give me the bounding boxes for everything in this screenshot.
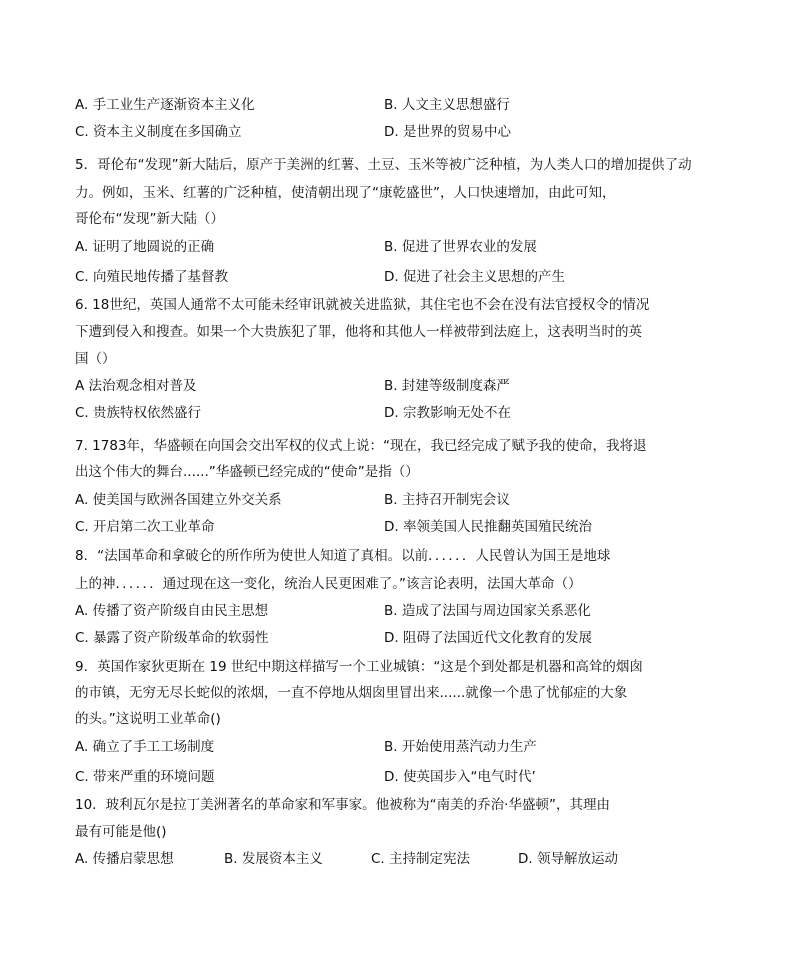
option-a: A. 手工业生产逐渐资本主义化	[75, 97, 255, 113]
question-stem-line: 9．英国作家狄更斯在 19 世纪中期这样描写一个工业城镇：“这是个到处都是机器和高耸的烟囱	[75, 659, 643, 675]
option-d: D. 是世界的贸易中心	[384, 124, 511, 140]
option-c: C. 资本主义制度在多国确立	[75, 124, 242, 140]
option-c: C. 贵族特权依然盛行	[75, 405, 202, 421]
question-stem-line: 最有可能是他()	[75, 824, 167, 840]
option-d: D. 宗教影响无处不在	[384, 405, 511, 421]
question-stem-line: 哥伦布“发现”新大陆（）	[75, 211, 224, 227]
option-c: C. 开启第二次工业革命	[75, 519, 215, 535]
option-b: B. 促进了世界农业的发展	[384, 239, 537, 255]
option-b: B. 主持召开制宪会议	[384, 492, 510, 508]
option-d: D. 领导解放运动	[518, 851, 618, 867]
question-stem-line: 下遭到侵入和搜查。如果一个大贵族犯了罪，他将和其他人一样被带到法庭上，这表明当时的英	[75, 324, 642, 340]
option-a: A 法治观念相对普及	[75, 378, 197, 394]
question-stem-line: 的头。”这说明工业革命()	[75, 711, 221, 727]
option-c: C. 向殖民地传播了基督教	[75, 269, 229, 285]
option-c: C. 暴露了资产阶级革命的软弱性	[75, 630, 269, 646]
option-d: D. 阻碍了法国近代文化教育的发展	[384, 630, 592, 646]
question-stem-line: 出这个伟大的舞台......”华盛顿已经完成的“使命”是指（）	[75, 464, 419, 480]
question-stem-line: 10．玻利瓦尔是拉丁美洲著名的革命家和军事家。他被称为“南美的乔治·华盛顿”，其理由	[75, 797, 610, 813]
question-stem-line: 力。例如，玉米、红薯的广泛种植，使清朝出现了“康乾盛世”，人口快速增加，由此可知，	[75, 185, 616, 201]
option-a: A. 传播启蒙思想	[75, 851, 174, 867]
option-a: A. 确立了手工工场制度	[75, 739, 215, 755]
option-b: B. 人文主义思想盛行	[384, 97, 510, 113]
option-a: A. 证明了地圆说的正确	[75, 239, 215, 255]
option-a: A. 传播了资产阶级自由民主思想	[75, 603, 269, 619]
question-stem-line: 7. 1783年，华盛顿在向国会交出军权的仪式上说：“现在，我已经完成了赋予我的使命，我将退	[75, 438, 647, 454]
option-c: C. 带来严重的环境问题	[75, 769, 215, 785]
option-d: D. 率领美国人民推翻英国殖民统治	[384, 519, 592, 535]
option-d: D. 使英国步入“电气时代’	[384, 769, 536, 785]
question-stem-line: 6. 18世纪，英国人通常不太可能未经审讯就被关进监狱，其住宅也不会在没有法官授权令的情况	[75, 297, 650, 313]
option-b: B. 造成了法国与周边国家关系恶化	[384, 603, 591, 619]
option-b: B. 开始使用蒸汽动力生产	[384, 739, 537, 755]
option-d: D. 促进了社会主义思想的产生	[384, 269, 565, 285]
question-stem-line: 上的神．．．．．．通过现在这一变化，统治人民更困难了。”该言论表明，法国大革命（）	[75, 576, 582, 592]
question-stem-line: 5．哥伦布“发现”新大陆后，原产于美洲的红薯、土豆、玉米等被广泛种植，为人类人口的增加提供了动	[75, 157, 692, 173]
question-stem-line: 8．“法国革命和拿破仑的所作所为使世人知道了真相。以前．．．．．．人民曾认为国王是地球	[75, 548, 611, 564]
question-stem-line: 的市镇，无穷无尽长蛇似的浓烟，一直不停地从烟囱里冒出来......就像一个患了忧郁症的大象	[75, 685, 628, 701]
option-a: A. 使美国与欧洲各国建立外交关系	[75, 492, 282, 508]
question-stem-line: 国（）	[75, 351, 116, 367]
option-b: B. 发展资本主义	[224, 851, 323, 867]
option-c: C. 主持制定宪法	[371, 851, 471, 867]
option-b: B. 封建等级制度森严	[384, 378, 510, 394]
